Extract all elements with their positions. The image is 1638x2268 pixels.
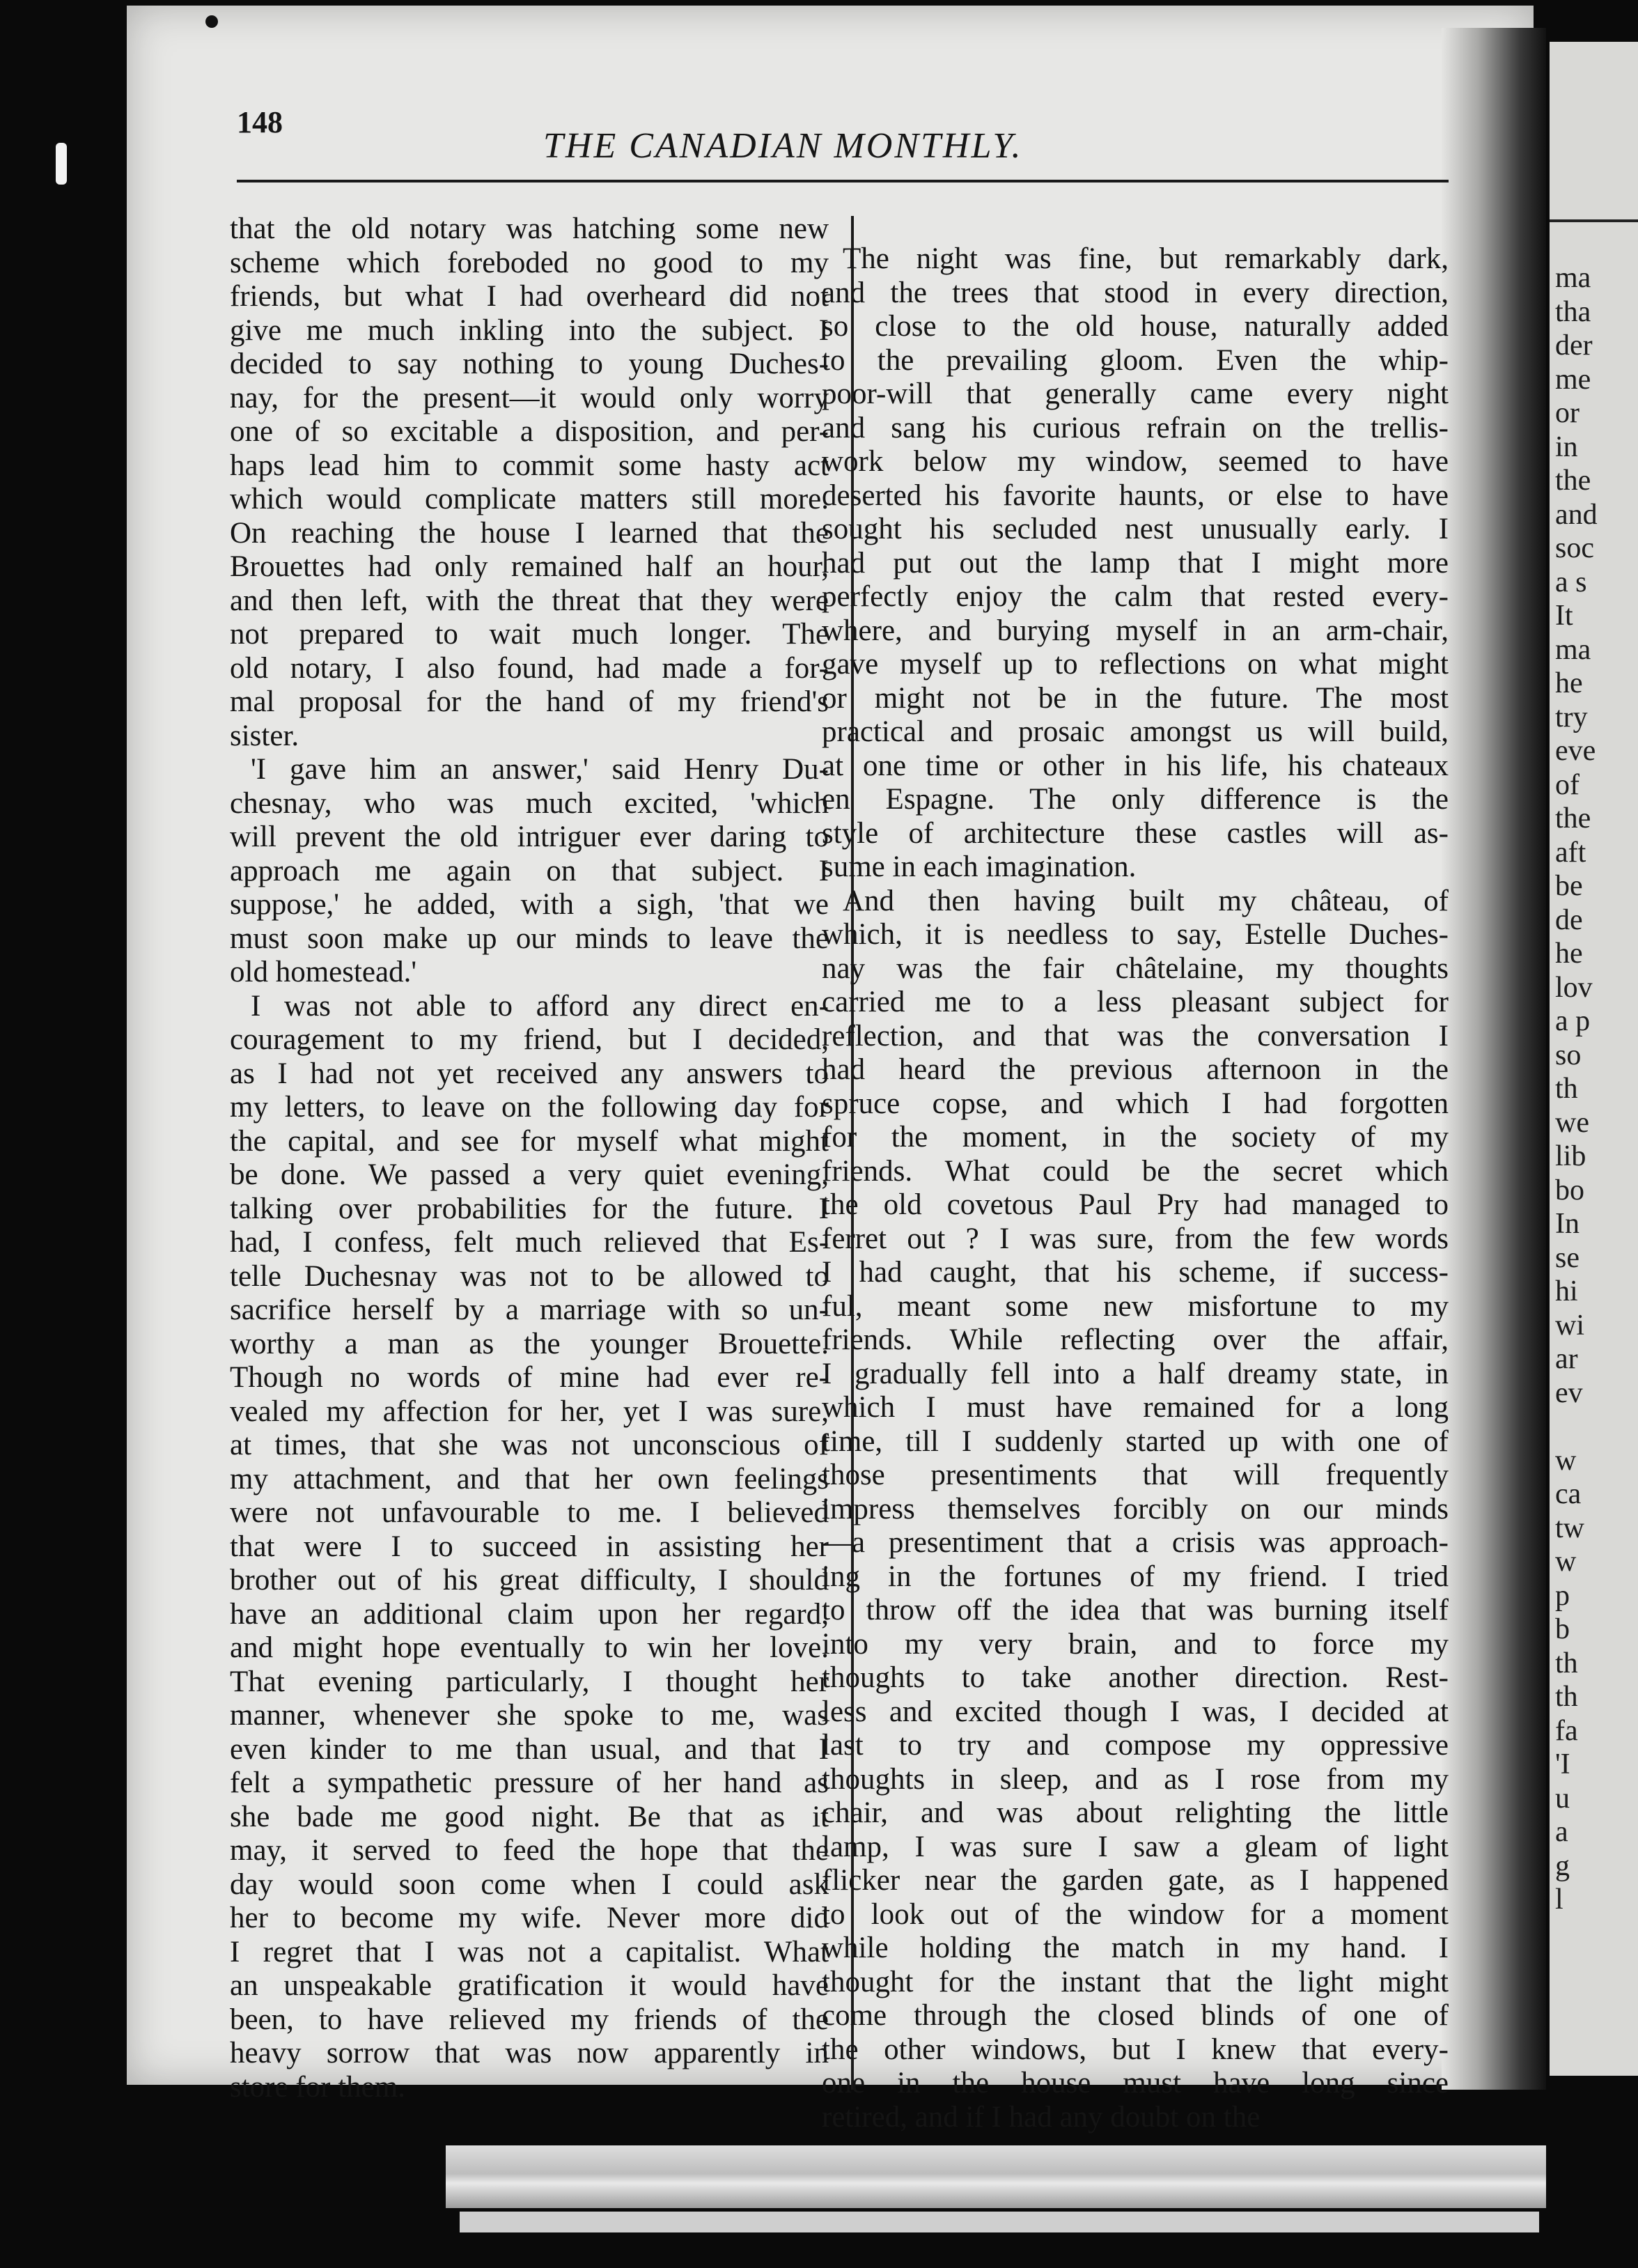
left-column-paragraph <box>230 753 829 990</box>
text-line: ferret out ? I was sure, from the few words <box>822 1222 1449 1255</box>
right-text-column <box>822 242 1449 2134</box>
facing-page-fragment: ma <box>1555 633 1591 666</box>
text-line: to the prevailing gloom. Even the whip- <box>822 343 1449 377</box>
text-line: work below my window, seemed to have <box>822 445 1449 478</box>
text-line: haps lead him to commit some hasty act <box>230 449 829 482</box>
facing-page-fragment: aft <box>1555 836 1586 869</box>
facing-page-fragment: we <box>1555 1106 1589 1139</box>
text-line: lamp, I was sure I saw a gleam of light <box>822 1830 1449 1863</box>
facing-page-fragment: ev <box>1555 1376 1583 1409</box>
facing-page-fragment: and <box>1555 498 1598 531</box>
text-line: may, it served to feed the hope that the <box>230 1834 829 1867</box>
text-line: friends. What could be the secret which <box>822 1154 1449 1188</box>
text-line: even kinder to me than usual, and that I <box>230 1732 829 1766</box>
facing-page-fragment: se <box>1555 1241 1580 1274</box>
text-line: worthy a man as the younger Brouette. <box>230 1327 829 1360</box>
text-line: had, I confess, felt much relieved that Es- <box>230 1226 829 1259</box>
text-line: friends, but what I had overheard did not <box>230 280 829 313</box>
facing-page-fragment: try <box>1555 701 1588 733</box>
facing-page-fragment: lib <box>1555 1140 1586 1172</box>
facing-page-rule <box>1550 219 1638 222</box>
facing-page-fragment: tha <box>1555 295 1591 328</box>
text-line: mal proposal for the hand of my friend's <box>230 685 829 718</box>
text-line: were not unfavourable to me. I believed <box>230 1496 829 1529</box>
text-line: that were I to succeed in assisting her <box>230 1530 829 1563</box>
text-line: reflection, and that was the conversation I <box>822 1019 1449 1053</box>
text-line: old notary, I also found, had made a for- <box>230 651 829 685</box>
facing-page-fragment <box>1555 1410 1598 1444</box>
text-line: to look out of the window for a moment <box>822 1897 1449 1931</box>
text-line: been, to have relieved my friends of the <box>230 2003 829 2036</box>
text-line: which, it is needless to say, Estelle Duches- <box>822 918 1449 951</box>
page-stack-edge-lower <box>460 2212 1539 2232</box>
facing-page-fragment: p <box>1555 1579 1570 1612</box>
facing-page-text-fragments <box>1555 261 1598 1917</box>
text-line: the old covetous Paul Pry had managed to <box>822 1188 1449 1221</box>
text-line: be done. We passed a very quiet evening, <box>230 1158 829 1191</box>
facing-page-fragment: w <box>1555 1546 1577 1578</box>
text-line: last to try and compose my oppressive <box>822 1729 1449 1762</box>
left-column-paragraph <box>230 990 829 2105</box>
text-line: approach me again on that subject. I <box>230 854 829 887</box>
text-line: spruce copse, and which I had forgotten <box>822 1087 1449 1120</box>
facing-page-fragment: lov <box>1555 971 1593 1004</box>
text-line: perfectly enjoy the calm that rested every- <box>822 580 1449 613</box>
text-line: at one time or other in his life, his chateaux <box>822 749 1449 782</box>
text-line: have an additional claim upon her regard, <box>230 1597 829 1631</box>
text-line: will prevent the old intriguer ever daring to <box>230 821 829 853</box>
text-line: so close to the old house, naturally added <box>822 310 1449 343</box>
text-line: the other windows, but I knew that every- <box>822 2033 1449 2066</box>
facing-page-fragment: w <box>1555 1444 1577 1477</box>
scan-margin-mark <box>56 143 67 185</box>
text-line: one of so excitable a disposition, and per- <box>230 415 829 448</box>
text-line: suppose,' he added, with a sigh, 'that we <box>230 888 829 921</box>
facing-page-fragment: wi <box>1555 1309 1584 1342</box>
text-line: On reaching the house I learned that the <box>230 516 829 550</box>
text-line: and might hope eventually to win her love. <box>230 1631 829 1664</box>
left-column-paragraph <box>230 212 829 753</box>
facing-page-fragment: ar <box>1555 1343 1578 1375</box>
facing-page-fragment: In <box>1555 1208 1580 1240</box>
text-line: the capital, and see for myself what might <box>230 1124 829 1158</box>
facing-page-fragment: tw <box>1555 1512 1584 1544</box>
text-line: ful, meant some new misfortune to my <box>822 1289 1449 1323</box>
right-column-paragraph <box>822 242 1449 885</box>
text-line: Though no words of mine had ever re- <box>230 1361 829 1394</box>
facing-page-fragment: or <box>1555 397 1580 429</box>
text-line: old homestead.' <box>230 956 417 988</box>
text-line: Brouettes had only remained half an hour, <box>230 550 829 583</box>
facing-page-fragment: he <box>1555 667 1583 699</box>
text-line: scheme which foreboded no good to my <box>230 246 829 279</box>
header-rule <box>237 180 1449 182</box>
facing-page-edge <box>1550 42 1638 2076</box>
facing-page-fragment: of <box>1555 768 1580 801</box>
facing-page-fragment: me <box>1555 363 1591 396</box>
right-column-paragraph <box>822 885 1449 2135</box>
text-line: friends. While reflecting over the affair, <box>822 1323 1449 1356</box>
text-line: sacrifice herself by a marriage with so un- <box>230 1294 829 1326</box>
facing-page-fragment: de <box>1555 903 1583 936</box>
facing-page-fragment: It <box>1555 600 1573 632</box>
text-line: couragement to my friend, but I decided, <box>230 1023 829 1056</box>
page-number: 148 <box>237 105 283 139</box>
facing-page-fragment: th <box>1555 1647 1578 1679</box>
text-line: nay, for the present—it would only worry <box>230 381 829 414</box>
text-line: thought for the instant that the light might <box>822 1965 1449 1998</box>
facing-page-fragment: l <box>1555 1883 1563 1916</box>
text-line: those presentiments that will frequently <box>822 1459 1449 1491</box>
text-line: en Espagne. The only difference is the <box>822 783 1449 816</box>
text-line: That evening particularly, I thought her <box>230 1665 829 1698</box>
text-line: day would soon come when I could ask <box>230 1867 829 1901</box>
text-line: not prepared to wait much longer. The <box>230 618 829 651</box>
facing-page-fragment: a s <box>1555 566 1587 598</box>
text-line: I gradually fell into a half dreamy state, in <box>822 1357 1449 1390</box>
text-line: come through the closed blinds of one of <box>822 1999 1449 2032</box>
text-line: —a presentiment that a crisis was approach- <box>822 1526 1449 1559</box>
text-line: I had caught, that his scheme, if success- <box>822 1256 1449 1289</box>
left-text-column <box>230 212 829 2104</box>
text-line: 'I gave him an answer,' said Henry Du- <box>251 753 829 786</box>
text-line: telle Duchesnay was not to be allowed to <box>230 1259 829 1293</box>
facing-page-fragment: the <box>1555 465 1591 497</box>
text-line: as I had not yet received any answers to <box>230 1057 829 1090</box>
text-line: vealed my affection for her, yet I was sure, <box>230 1395 829 1428</box>
text-line: had heard the previous afternoon in the <box>822 1053 1449 1086</box>
scan-dot-mark <box>205 15 218 28</box>
text-line: one in the house must have long since <box>822 2067 1449 2099</box>
text-line: flicker near the garden gate, as I happened <box>822 1864 1449 1897</box>
text-line: my attachment, and that her own feelings <box>230 1462 829 1496</box>
facing-page-fragment: in <box>1555 430 1578 463</box>
facing-page-fragment: hi <box>1555 1275 1578 1307</box>
facing-page-fragment: 'I <box>1555 1748 1570 1780</box>
facing-page-fragment: ca <box>1555 1478 1582 1510</box>
text-line: felt a sympathetic pressure of her hand as <box>230 1766 829 1799</box>
facing-page-fragment: b <box>1555 1613 1570 1645</box>
text-line: ing in the fortunes of my friend. I tried <box>822 1560 1449 1593</box>
facing-page-fragment: u <box>1555 1782 1570 1815</box>
text-line: thoughts to take another direction. Rest- <box>822 1661 1449 1694</box>
text-line: chesnay, who was much excited, 'which <box>230 786 829 820</box>
text-line: I was not able to afford any direct en- <box>251 989 829 1023</box>
facing-page-fragment: fa <box>1555 1714 1578 1747</box>
facing-page-fragment: so <box>1555 1039 1582 1071</box>
text-line: had put out the lamp that I might more <box>822 546 1449 580</box>
running-head: THE CANADIAN MONTHLY. <box>543 126 1023 166</box>
text-line: or might not be in the future. The most <box>822 681 1449 715</box>
page-stack-edge <box>446 2145 1546 2208</box>
text-line: nay was the fair châtelaine, my thoughts <box>822 952 1449 985</box>
text-line: heavy sorrow that was now apparently in <box>230 2037 829 2069</box>
text-line: sought his secluded nest unusually early. I <box>822 513 1449 545</box>
text-line: she bade me good night. Be that as it <box>230 1800 829 1833</box>
text-line: my letters, to leave on the following day for <box>230 1091 829 1124</box>
text-line: her to become my wife. Never more did <box>230 1902 829 1934</box>
text-line: time, till I suddenly started up with one of <box>822 1424 1449 1458</box>
facing-page-fragment: soc <box>1555 532 1594 564</box>
text-line: and the trees that stood in every direction, <box>822 276 1449 309</box>
text-line: must soon make up our minds to leave the <box>230 922 829 955</box>
text-line: style of architecture these castles will as- <box>822 816 1449 850</box>
text-line: manner, whenever she spoke to me, was <box>230 1699 829 1732</box>
text-line: carried me to a less pleasant subject for <box>822 986 1449 1018</box>
facing-page-fragment: der <box>1555 329 1593 362</box>
text-line: decided to say nothing to young Duches- <box>230 348 829 380</box>
facing-page-fragment: ma <box>1555 262 1591 294</box>
text-line: and sang his curious refrain on the trellis- <box>822 411 1449 444</box>
facing-page-fragment: a <box>1555 1816 1568 1848</box>
text-line: into my very brain, and to force my <box>822 1627 1449 1661</box>
facing-page-fragment: the <box>1555 802 1591 834</box>
text-line: impress themselves forcibly on our minds <box>822 1492 1449 1525</box>
text-line: sume in each imagination. <box>822 850 1137 883</box>
text-line: to throw off the idea that was burning itself <box>822 1594 1449 1626</box>
facing-page-fragment: he <box>1555 938 1583 970</box>
text-line: talking over probabilities for the future. I <box>230 1192 829 1225</box>
text-line: I regret that I was not a capitalist. What <box>230 1935 829 1968</box>
text-line: thoughts in sleep, and as I rose from my <box>822 1762 1449 1796</box>
text-line: sister. <box>230 719 299 752</box>
text-line: store for them. <box>230 2070 405 2104</box>
text-line: while holding the match in my hand. I <box>822 1932 1449 1964</box>
facing-page-fragment: th <box>1555 1681 1578 1713</box>
page-gutter-shadow <box>1442 28 1546 2090</box>
text-line: less and excited though I was, I decided at <box>822 1695 1449 1728</box>
text-line: The night was fine, but remarkably dark, <box>843 242 1449 275</box>
facing-page-fragment: eve <box>1555 735 1596 767</box>
text-line: poor-will that generally came every night <box>822 378 1449 410</box>
facing-page-fragment: be <box>1555 870 1583 902</box>
facing-page-fragment: bo <box>1555 1174 1584 1206</box>
text-line: where, and burying myself in an arm-chair, <box>822 614 1449 647</box>
text-line: chair, and was about relighting the little <box>822 1796 1449 1829</box>
text-line: at times, that she was not unconscious of <box>230 1429 829 1461</box>
text-line: brother out of his great difficulty, I should <box>230 1564 829 1597</box>
text-line: which I must have remained for a long <box>822 1391 1449 1424</box>
text-line: retired, and if I had any doubt on the <box>822 2100 1261 2134</box>
text-line: an unspeakable gratification it would have <box>230 1969 829 2002</box>
text-line: which would complicate matters still more. <box>230 483 829 515</box>
text-line: And then having built my château, of <box>843 884 1449 917</box>
facing-page-fragment: g <box>1555 1849 1570 1882</box>
text-line: gave myself up to reflections on what might <box>822 648 1449 681</box>
text-line: give me much inkling into the subject. I <box>230 313 829 347</box>
text-line: that the old notary was hatching some new <box>230 212 829 245</box>
text-line: practical and prosaic amongst us will build, <box>822 715 1449 748</box>
text-line: and then left, with the threat that they were <box>230 584 829 617</box>
text-line: for the moment, in the society of my <box>822 1121 1449 1154</box>
facing-page-fragment: a p <box>1555 1005 1591 1037</box>
text-line: deserted his favorite haunts, or else to have <box>822 479 1449 512</box>
facing-page-fragment: th <box>1555 1073 1578 1105</box>
